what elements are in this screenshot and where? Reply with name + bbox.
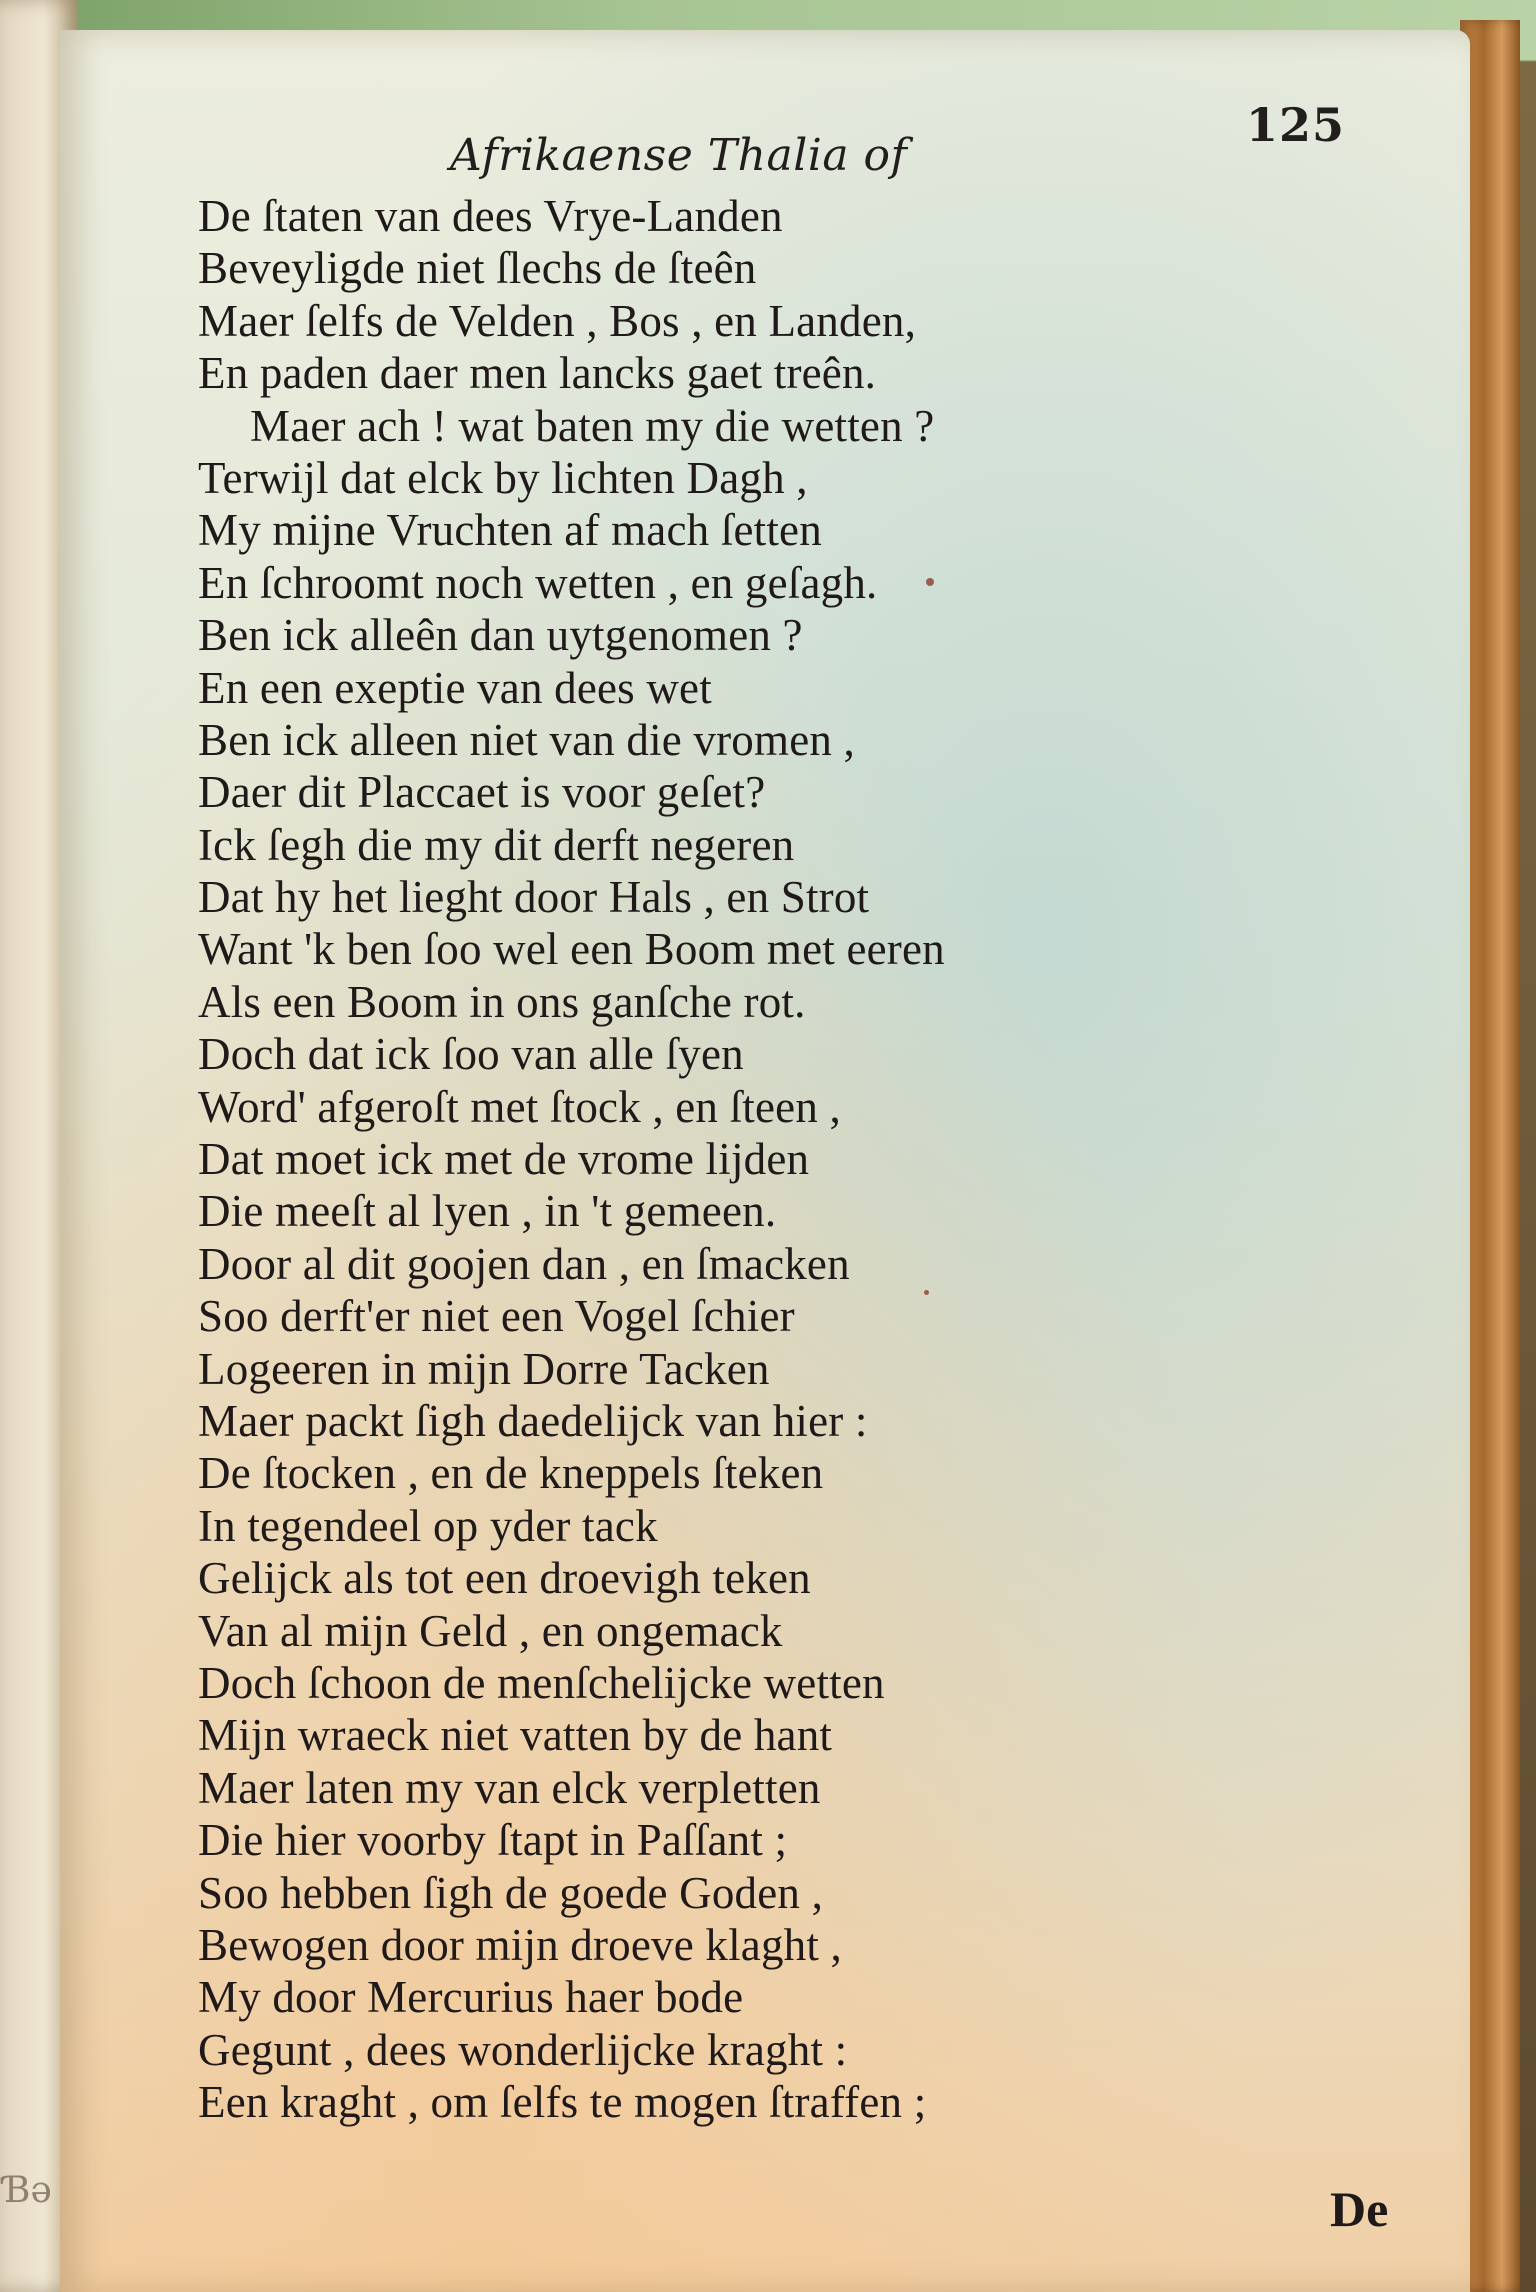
verse-line: Doch dat ick ſoo van alle ſyen	[198, 1029, 744, 1080]
verse-line: En ſchroomt noch wetten , en geſagh.	[198, 557, 878, 608]
verse-line: My mijne Vruchten af mach ſetten	[198, 505, 822, 556]
catchword: De	[1330, 2181, 1389, 2237]
left-page-catchword-fragment: Ɓǝ	[4, 2170, 52, 2211]
verse-line: Die meeſt al lyen , in 't gemeen.	[198, 1186, 777, 1237]
verse-line: Als een Boom in ons ganſche rot.	[198, 976, 806, 1027]
page-number: 125	[1246, 98, 1346, 152]
verse-line: My door Mercurius haer bode	[198, 1972, 744, 2023]
verse-line: Soo hebben ſigh de goede Goden ,	[198, 1867, 824, 1918]
verse-line: En een exeptie van dees wet	[198, 662, 712, 713]
verse-line: Een kraght , om ſelfs te mogen ſtraffen ;	[198, 2077, 927, 2128]
verse-line: Maer ach ! wat baten my die wetten ?	[250, 400, 935, 451]
verse-line: Bewogen door mijn droeve klaght ,	[198, 1919, 842, 1970]
running-head: Afrikaense Thalia of	[450, 130, 908, 181]
verse-line: Van al mijn Geld , en ongemack	[198, 1605, 783, 1656]
verse-line: En paden daer men lancks gaet treên.	[198, 348, 877, 399]
verse-line: Logeeren in mijn Dorre Tacken	[198, 1343, 770, 1394]
verse-line: In tegendeel op yder tack	[198, 1500, 658, 1551]
verse-line: Doch ſchoon de menſchelijcke wetten	[198, 1657, 885, 1708]
verse-line: Maer ſelfs de Velden , Bos , en Landen,	[198, 295, 917, 346]
verse-line: Door al dit goojen dan , en ſmacken	[198, 1238, 850, 1289]
verse-body	[198, 190, 1178, 2128]
verse-line: Maer laten my van elck verpletten	[198, 1762, 821, 1813]
verse-line: De ſtocken , en de kneppels ſteken	[198, 1448, 824, 1499]
verse-line: Mijn wraeck niet vatten by de hant	[198, 1710, 833, 1761]
verse-line: De ſtaten van dees Vrye-Landen	[198, 191, 783, 241]
verse-line: Soo derft'er niet een Vogel ſchier	[198, 1291, 795, 1342]
verse-line: Terwijl dat elck by lichten Dagh ,	[198, 452, 808, 503]
verse-line: Dat moet ick met de vrome lijden	[198, 1134, 810, 1185]
verse-line: Word' afgeroſt met ſtock , en ſteen ,	[198, 1081, 841, 1132]
book-page	[60, 30, 1470, 2292]
verse-line: Daer dit Placcaet is voor geſet?	[198, 767, 766, 818]
verse-line: Maer packt ſigh daedelijck van hier :	[198, 1395, 868, 1446]
verse-line: Ick ſegh die my dit derft negeren	[198, 819, 795, 870]
verse-line: Gelijck als tot een droevigh teken	[198, 1553, 811, 1604]
verse-line: Ben ick alleên dan uytgenomen ?	[198, 610, 803, 661]
verse-line: Ben ick alleen niet van die vromen ,	[198, 714, 855, 765]
verse-line: Gegunt , dees wonderlijcke kraght :	[198, 2024, 848, 2075]
verse-line: Beveyligde niet ſlechs de ſteên	[198, 243, 757, 294]
verse-line: Die hier voorby ſtapt in Paſſant ;	[198, 1815, 788, 1866]
verse-line: Dat hy het lieght door Hals , en Strot	[198, 872, 870, 923]
verse-line: Want 'k ben ſoo wel een Boom met eeren	[198, 924, 945, 975]
